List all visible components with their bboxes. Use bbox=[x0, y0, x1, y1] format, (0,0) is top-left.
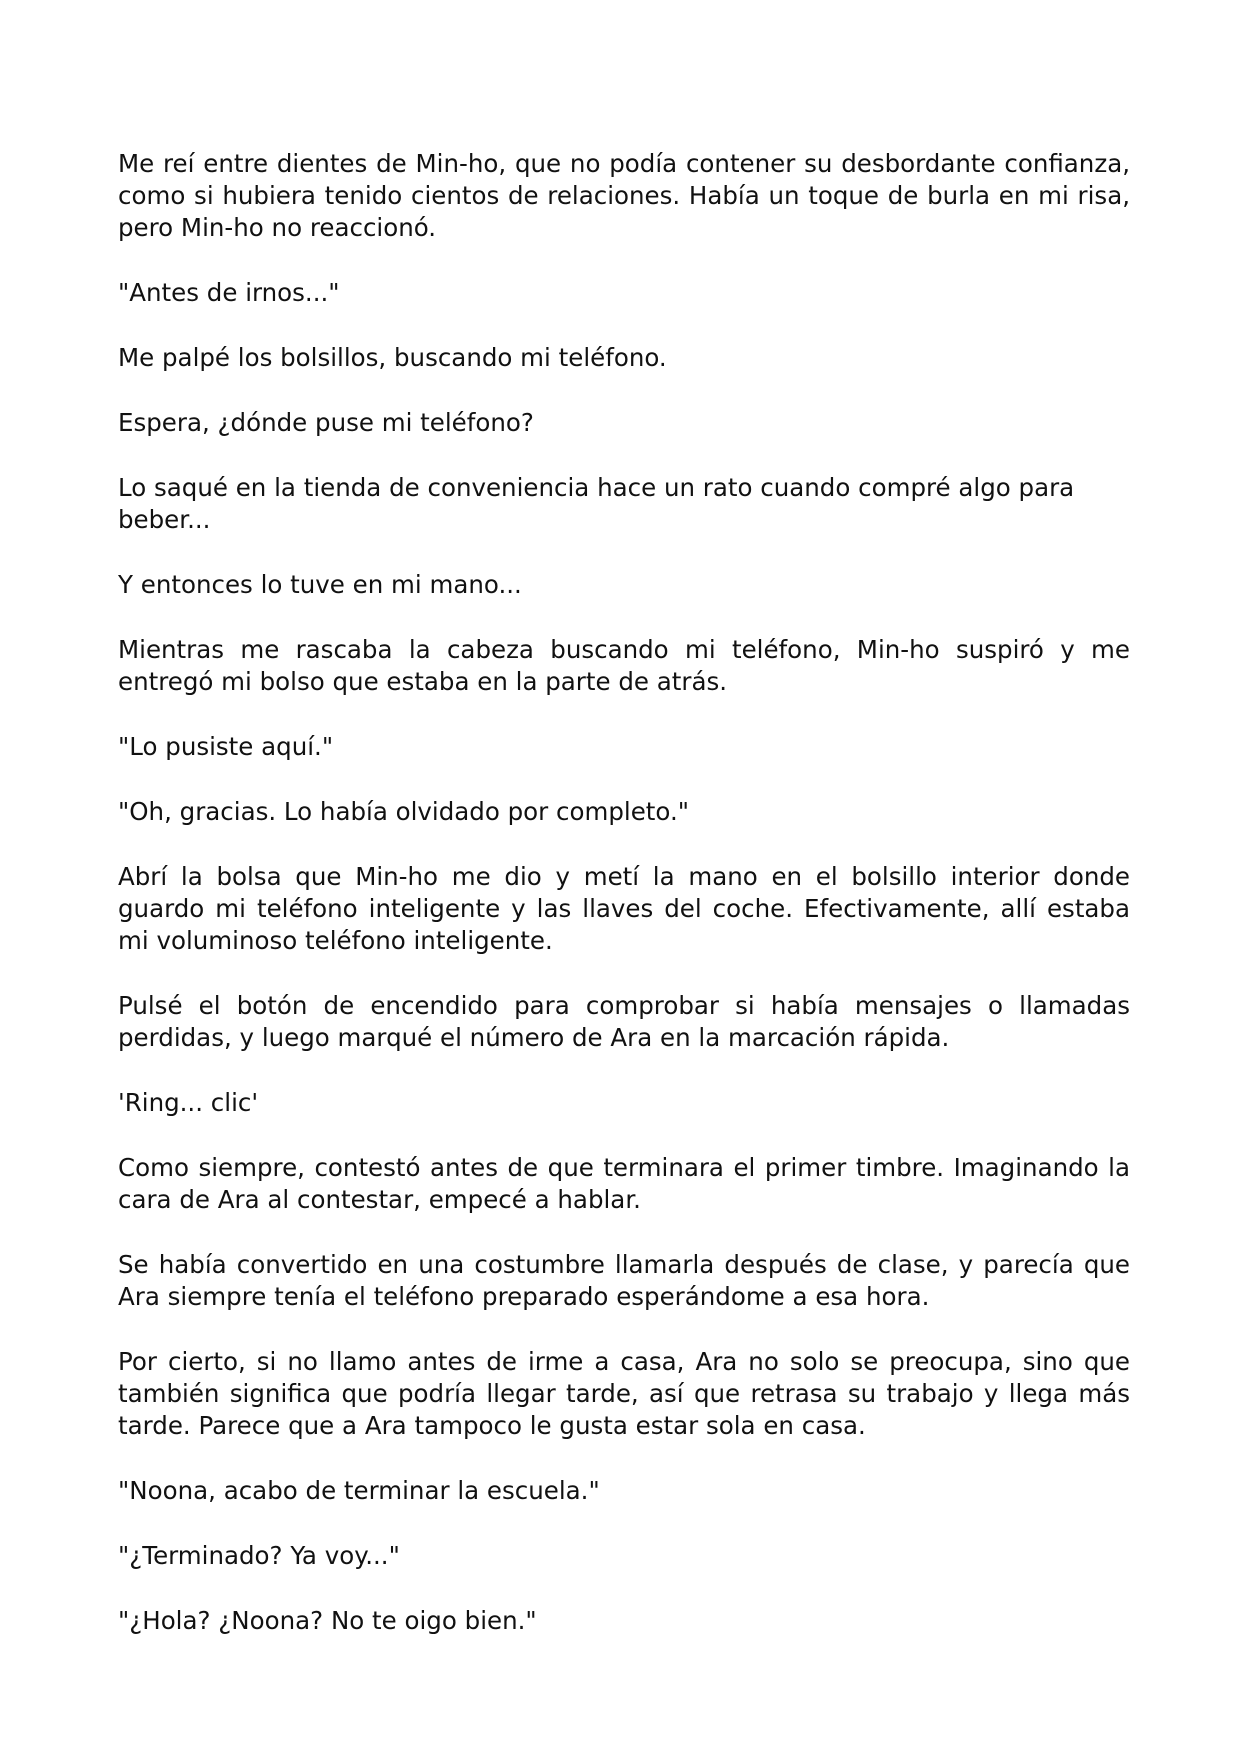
document-page bbox=[118, 148, 1130, 1670]
paragraph-12: 'Ring... clic' bbox=[118, 1088, 259, 1117]
paragraph-2: "Antes de irnos..." bbox=[118, 278, 340, 307]
paragraph-8: "Lo pusiste aquí." bbox=[118, 732, 334, 761]
paragraph-9: "Oh, gracias. Lo había olvidado por completo." bbox=[118, 797, 690, 826]
paragraph-15: Por cierto, si no llamo antes de irme a casa, Ara no solo se preocupa, sino que también significa que podría llegar tarde, así que retrasa su trabajo y llega más tarde. Parece que a Ara tampoco le gusta estar sola en casa. bbox=[118, 1347, 1130, 1440]
paragraph-10: Abrí la bolsa que Min-ho me dio y metí la mano en el bolsillo interior donde guardo mi teléfono inteligente y las llaves del coche. Efectivamente, allí estaba mi voluminoso teléfono inteligente. bbox=[118, 862, 1130, 955]
paragraph-17: "¿Terminado? Ya voy..." bbox=[118, 1541, 400, 1570]
paragraph-16: "Noona, acabo de terminar la escuela." bbox=[118, 1476, 600, 1505]
paragraph-13: Como siempre, contestó antes de que terminara el primer timbre. Imaginando la cara de Ara al contestar, empecé a hablar. bbox=[118, 1153, 1130, 1214]
paragraph-7: Mientras me rascaba la cabeza buscando mi teléfono, Min-ho suspiró y me entregó mi bolso que estaba en la parte de atrás. bbox=[118, 635, 1130, 696]
paragraph-11: Pulsé el botón de encendido para comprobar si había mensajes o llamadas perdidas, y luego marqué el número de Ara en la marcación rápida. bbox=[118, 991, 1130, 1052]
paragraph-5: Lo saqué en la tienda de conveniencia hace un rato cuando compré algo para beber... bbox=[118, 473, 1075, 534]
paragraph-1: Me reí entre dientes de Min-ho, que no podía contener su desbordante confianza, como si hubiera tenido cientos de relaciones. Había un toque de burla en mi risa, pero Min-ho no reaccionó. bbox=[118, 149, 1130, 242]
paragraph-4: Espera, ¿dónde puse mi teléfono? bbox=[118, 408, 534, 437]
paragraph-3: Me palpé los bolsillos, buscando mi teléfono. bbox=[118, 343, 667, 372]
paragraph-18: "¿Hola? ¿Noona? No te oigo bien." bbox=[118, 1606, 537, 1635]
paragraph-6: Y entonces lo tuve en mi mano... bbox=[118, 570, 522, 599]
paragraph-14: Se había convertido en una costumbre llamarla después de clase, y parecía que Ara siempre tenía el teléfono preparado esperándome a esa hora. bbox=[118, 1250, 1130, 1311]
